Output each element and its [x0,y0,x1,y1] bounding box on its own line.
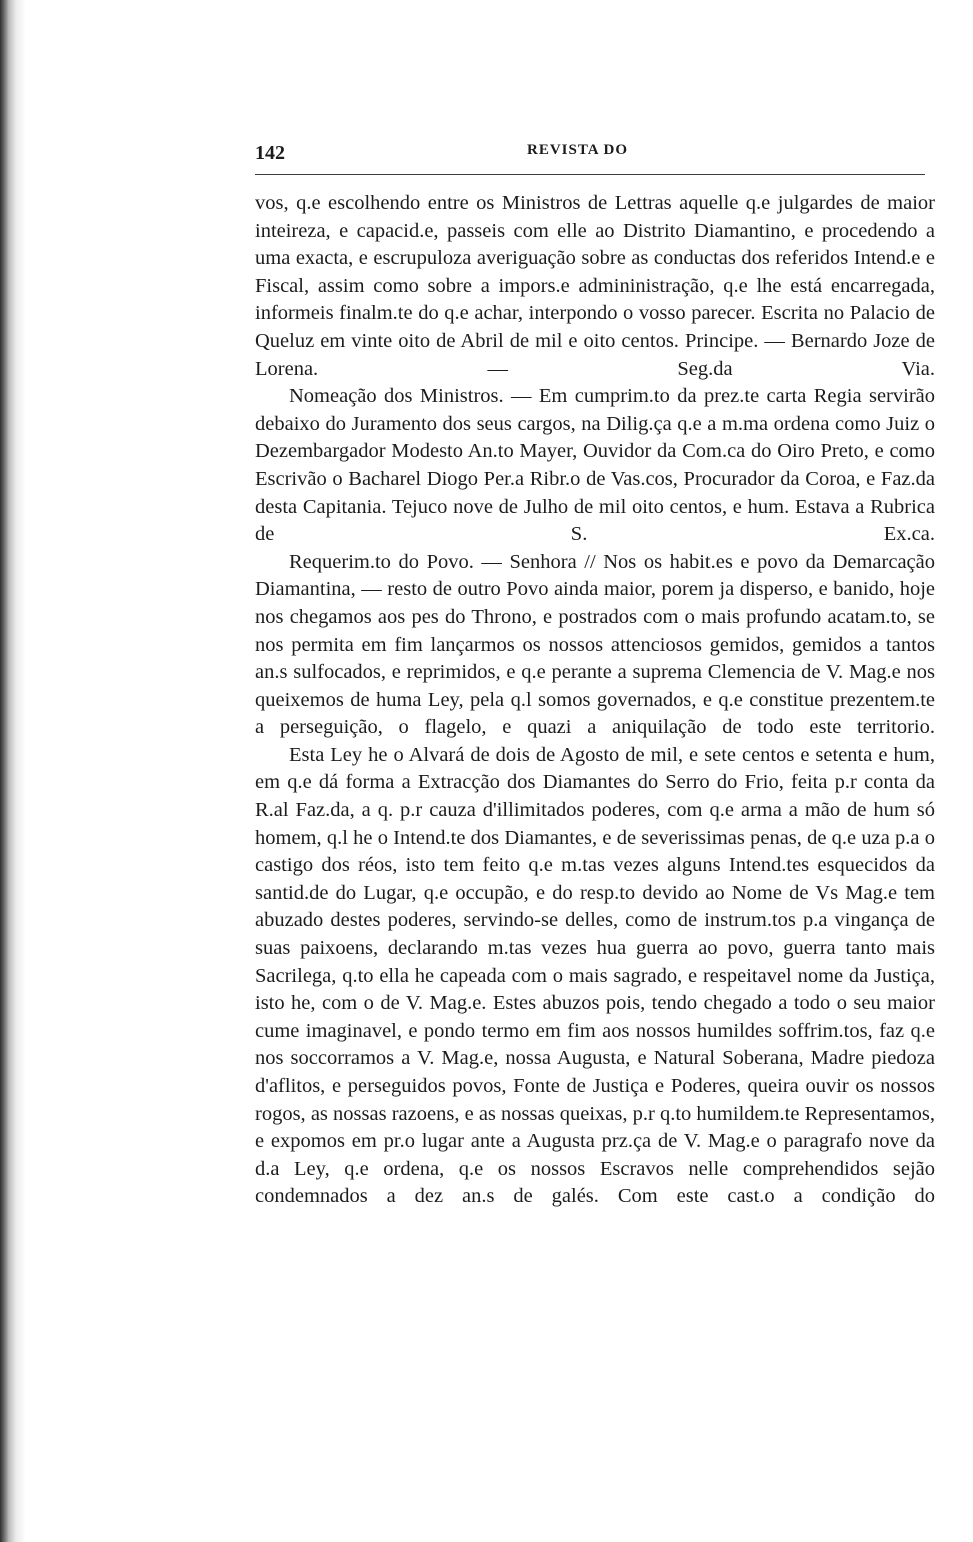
paragraph-nomeacao: Nomeação dos Ministros. — Em cumprim.to da prez.te carta Regia servirão debaixo do Juramento dos seus cargos, na Dilig.ça q.e a m.ma ordena como Juiz o Dezembargador Modesto An.to Mayer, Ouvidor da Com.ca do Oiro Preto, e como Escrivão o Bacharel Diogo Per.a Ribr.o de Vas.cos, Procurador da Coroa, e Faz.da desta Capitania. Tejuco nove de Julho de mil oito centos, e hum. Estava a Rubrica de S. Ex.ca. [255,385,935,546]
paragraph-ley: Esta Ley he o Alvará de dois de Agosto de mil, e sete centos e setenta e hum, em q.e dá forma a Extracção dos Diamantes do Serro do Frio, feita p.r conta da R.al Faz.da, a q. p.r cauza d'illimitados poderes, com q.e arma a mão de hum só homem, q.l he o Intend.te dos Diamantes, e de severissimas penas, de q.e uza p.a o castigo dos réos, isto tem feito q.e m.tas vezes alguns Intend.tes esquecidos da santid.de do Lugar, q.e occupão, e do resp.to devido ao Nome de Vs Mag.e tem abuzado destes poderes, servindo-se delles, como de instrum.tos p.a vingança de suas paixoens, declarando m.tas vezes hua guerra ao povo, guerra tanto mais Sacrilega, q.to ella he capeada com o mais sagrado, e respeitavel nome da Justiça, isto he, com o de V. Mag.e. Estes abuzos pois, tendo chegado a todo o seu maior cume imaginavel, e pondo termo em fim aos nossos humildes soffrim.tos, faz q.e nos soccorramos a V. Mag.e, nossa Augusta, e Natural Soberana, Madre piedoza d'aflitos, e perseguidos povos, Fonte de Justiça e Poderes, queira ouvir os nossos rogos, as nossas razoens, e as nossas queixas, p.r q.to humildem.te Representamos, e expomos em pr.o lugar ante a Augusta prz.ça de V. Mag.e o paragrafo nove da d.a Ley, q.e ordena, q.e os nossos Escravos nelle comprehendidos sejão condemnados a dez an.s de galés. Com este cast.o a condição do [255,743,935,1208]
page-number: 142 [255,142,285,164]
running-head [255,138,935,170]
journal-title: REVISTA DO [527,142,628,158]
paragraph-requerimento: Requerim.to do Povo. — Senhora // Nos os habit.es e povo da Demarcação Diamantina, — resto de outro Povo ainda maior, porem ja disperso, e banido, hoje nos chegamos aos pes do Throno, e postrados com o mais profundo acatam.to, se nos permita em fim lançarmos os nossos attenciosos gemidos, gemidos a tantos an.s sulfocados, e reprimidos, e q.e perante a suprema Clemencia de V. Mag.e nos queixemos de huma Ley, pela q.l somos governados, e q.e constitue prezentem.te a perseguição, o flagelo, e quazi a aniquilação de todo este territorio. [255,550,935,739]
binding-shadow [0,0,26,1542]
page [255,138,935,1211]
header-rule [255,174,925,175]
paragraph-continuation: vos, q.e escolhendo entre os Ministros de Lettras aquelle q.e julgardes de maior inteireza, e capacid.e, passeis com elle ao Distrito Diamantino, e procedendo a uma exacta, e escrupuloza averiguação sobre as conductas dos referidos Intend.e e Fiscal, assim como sobre a impors.e admininistração, q.e lhe está encarregada, informeis finalm.te do q.e achar, interpondo o vosso parecer. Escrita no Palacio de Queluz em vinte oito de Abril de mil e oito centos. Principe. — Bernardo Joze de Lorena. — Seg.da Via. [255,192,935,380]
body-text [255,190,935,1211]
